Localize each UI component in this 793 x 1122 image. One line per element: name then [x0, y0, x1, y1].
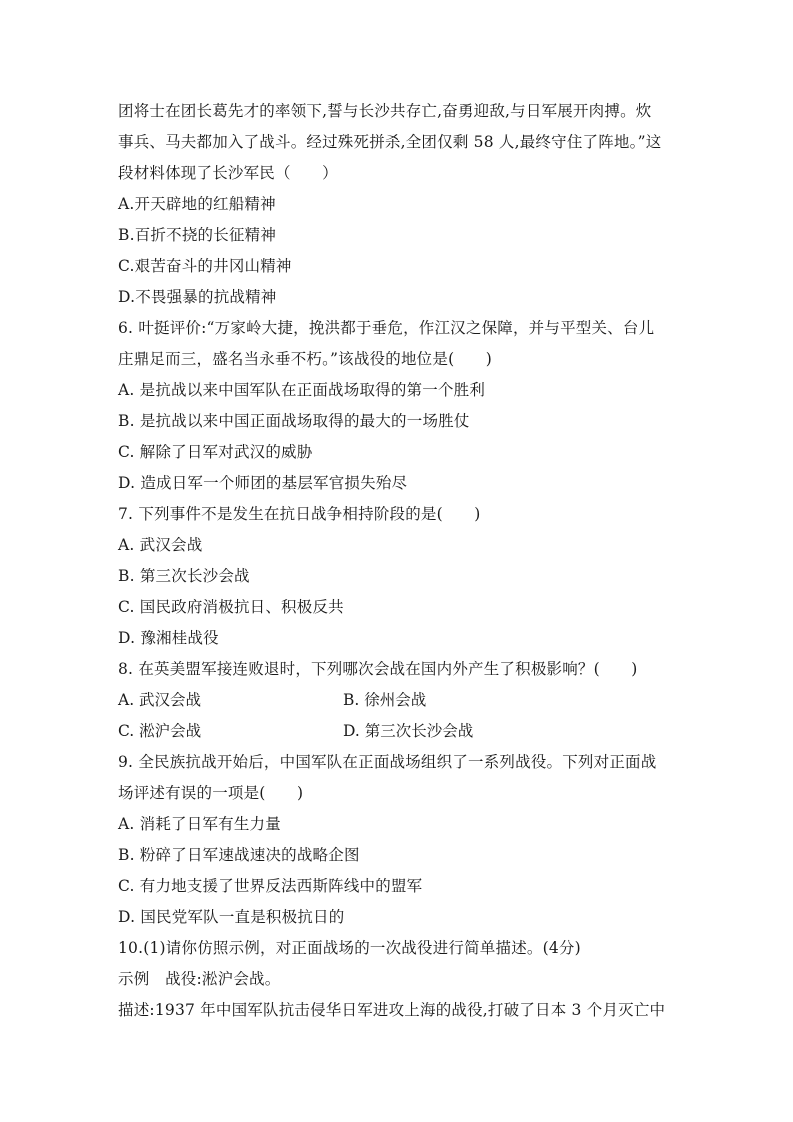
text-line: 团将士在团长葛先才的率领下,誓与长沙共存亡,奋勇迎敌,与日军展开肉搏。炊 [118, 102, 652, 120]
option-c: C. 有力地支援了世界反法西斯阵线中的盟军 [118, 877, 423, 895]
option-a: A. 是抗战以来中国军队在正面战场取得的第一个胜利 [118, 381, 486, 399]
options-row [118, 716, 680, 747]
option-b: B.百折不挠的长征精神 [118, 226, 277, 244]
text-line: 段材料体现了长沙军民（ ） [118, 164, 338, 182]
question-9-stem-cont: 场评述有误的一项是( ) [118, 784, 304, 802]
option-c: C. 淞沪会战 [118, 722, 202, 740]
option-d: D. 第三次长沙会战 [343, 722, 474, 740]
question-7-stem: 7. 下列事件不是发生在抗日战争相持阶段的是( ) [118, 505, 481, 523]
option-b: B. 是抗战以来中国正面战场取得的最大的一场胜仗 [118, 412, 470, 430]
option-b: B. 徐州会战 [343, 691, 427, 709]
option-c: C.艰苦奋斗的井冈山精神 [118, 257, 292, 275]
document-page [118, 96, 680, 1026]
option-a: A. 武汉会战 [118, 691, 202, 709]
question-6-stem-cont: 庄鼎足而三，盛名当永垂不朽。”该战役的地位是( ) [118, 350, 492, 368]
question-8-stem: 8. 在英美盟军接连败退时，下列哪次会战在国内外产生了积极影响？( ) [118, 660, 638, 678]
options-row [118, 685, 680, 716]
text-line: 事兵、马夫都加入了战斗。经过殊死拼杀,全团仅剩 58 人,最终守住了阵地。”这 [118, 133, 662, 151]
option-a: A. 武汉会战 [118, 536, 203, 554]
option-b: B. 粉碎了日军速战速决的战略企图 [118, 846, 360, 864]
option-a: A.开天辟地的红船精神 [118, 195, 276, 213]
option-d: D. 造成日军一个师团的基层军官损失殆尽 [118, 474, 408, 492]
question-6-stem: 6. 叶挺评价:“万家岭大捷，挽洪都于垂危，作江汉之保障，并与平型关、台儿 [118, 319, 655, 337]
description-line: 描述:1937 年中国军队抗击侵华日军进攻上海的战役,打破了日本 3 个月灭亡中 [118, 1001, 666, 1019]
option-b: B. 第三次长沙会战 [118, 567, 250, 585]
example-line: 示例 战役:淞沪会战。 [118, 970, 281, 988]
option-d: D. 国民党军队一直是积极抗日的 [118, 908, 345, 926]
option-d: D. 豫湘桂战役 [118, 629, 219, 647]
option-d: D.不畏强暴的抗战精神 [118, 288, 277, 306]
option-c: C. 解除了日军对武汉的威胁 [118, 443, 313, 461]
question-9-stem: 9. 全民族抗战开始后，中国军队在正面战场组织了一系列战役。下列对正面战 [118, 753, 657, 771]
option-c: C. 国民政府消极抗日、积极反共 [118, 598, 344, 616]
question-10-stem: 10.(1)请你仿照示例，对正面战场的一次战役进行简单描述。(4分) [118, 939, 581, 957]
option-a: A. 消耗了日军有生力量 [118, 815, 281, 833]
